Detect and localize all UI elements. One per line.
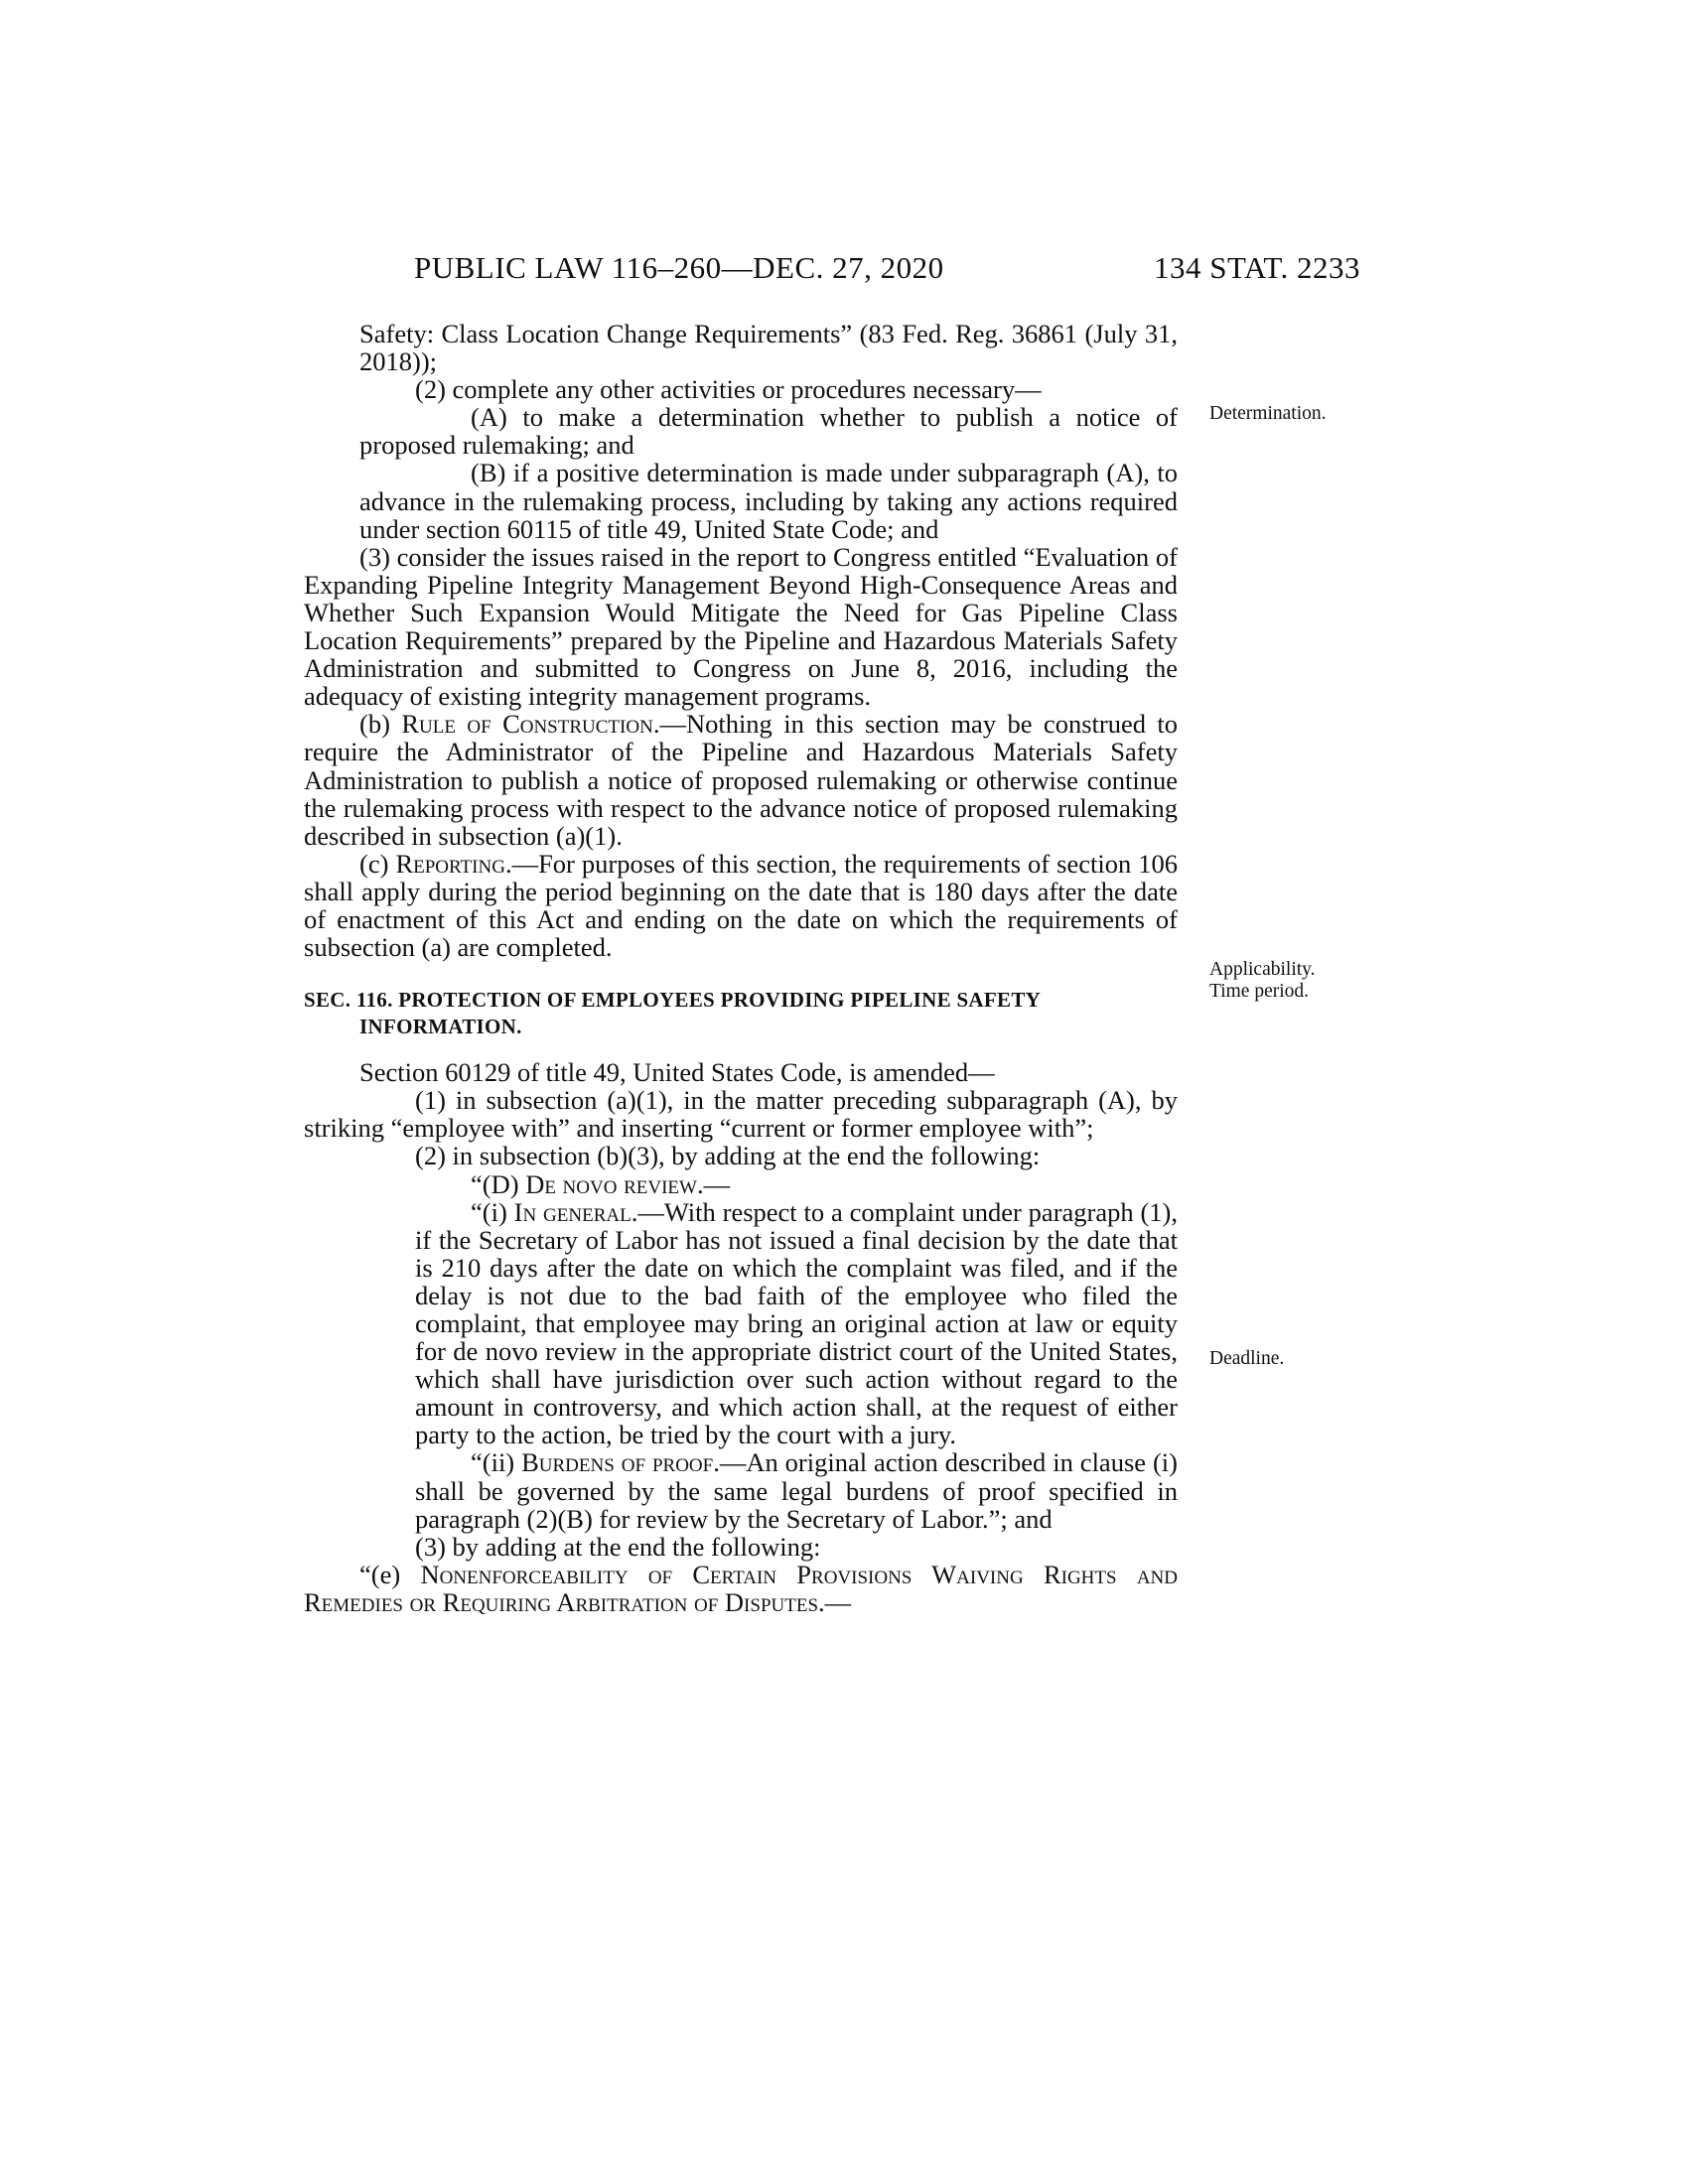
clause-heading-in-general: In general [513,1196,632,1227]
clause-heading-burdens-of-proof: Burdens of proof [521,1447,714,1478]
paragraph-continued: Safety: Class Location Change Requirements” (83 Fed. Reg. 36861 (July 31, 2018)); [359,319,1178,377]
paragraph-item-3: (3) consider the issues raised in the report to Congress entitled “Evaluation of Expanding Pipeline Integrity Management Beyond High-Consequence Areas and Whether Such Expansion Would Mitigate the Need for Gas Pipeline Class Location Requirements” prepared by the Pipeline and Hazardous Materials Safety Administration and submitted to Congress on June 8, 2016, including the adequacy of existing integrity management programs. [304,541,1178,712]
paragraph-amendment-1: (1) in subsection (a)(1), in the matter preceding subparagraph (A), by striking “employee with” and inserting “current or former employee with”; [304,1085,1178,1144]
subsection-heading-reporting: Reporting [395,848,505,879]
subsection-label-c: (c) [359,848,396,879]
paragraph-item-2: (2) complete any other activities or procedures necessary— [415,374,1042,405]
clause-label-ii: “(ii) [471,1447,522,1478]
subparagraph-heading-de-novo-review: De novo review [525,1168,697,1199]
section-heading-116: SEC. 116. PROTECTION OF EMPLOYEES PROVIDING PIPELINE SAFETY INFORMATION. [304,988,1041,1039]
margin-note-applicability: Applicability. [1209,959,1316,980]
paragraph-amendment-3: (3) by adding at the end the following: [415,1531,821,1562]
margin-note-time-period: Time period. [1209,981,1310,1002]
paragraph-reporting [304,850,1178,961]
paragraph-amendment-2: (2) in subsection (b)(3), by adding at the end the following: [415,1141,1041,1171]
subsection-label-b: (b) [359,709,402,740]
subsection-text-b: .—Nothing in this section may be construed to require the Administrator of the Pipeline and Hazardous Materials Safety Administration to publish a notice of proposed rulemaking or otherwise continue the rulemaking process with respect to the advance notice of proposed rulemaking described in subsection (a)(1). [304,709,1178,851]
paragraph-burdens-of-proof [304,1448,1178,1532]
subsection-text-c: .—For purposes of this section, the requirements of section 106 shall apply during the period beginning on the date that is 180 days after the date of enactment of this Act and ending on the date on which the requirements of subsection (a) are completed. [304,848,1179,963]
subsection-heading-nonenforceability: Nonenforceability of Certain Provisions Waiving Rights and Remedies or Requiring Arbitration of Disputes [304,1559,1178,1617]
paragraph-section-intro: Section 60129 of title 49, United States Code, is amended— [359,1057,995,1088]
clause-text-i: .—With respect to a complaint under paragraph (1), if the Secretary of Labor has not issued a final decision by the date that is 210 days after the date on which the complaint was filed, and if the delay is not due to the bad faith of the employee who filed the complaint, that employee may bring an original action at law or equity for de novo review in the appropriate district court of the United States, which shall have jurisdiction over such action without regard to the amount in controversy, and which action shall, at the request of either party to the action, be tried by the court with a jury. [415,1196,1179,1450]
document-body [304,320,1178,1616]
margin-note-deadline: Deadline. [1209,1348,1285,1369]
subsection-label-e: “(e) [359,1559,421,1589]
clause-label-i: “(i) [471,1196,514,1227]
margin-note-determination: Determination. [1209,403,1327,424]
paragraph-in-general [304,1198,1178,1449]
subsection-text-e: .— [818,1586,852,1617]
subparagraph-text-d: .— [696,1168,731,1199]
header-title: PUBLIC LAW 116–260—DEC. 27, 2020 [414,250,944,285]
header-page-reference: 134 STAT. 2233 [1154,250,1361,285]
paragraph-nonenforceability [304,1561,1178,1616]
paragraph-de-novo-review [304,1170,1178,1198]
subsection-heading-rule-of-construction: Rule of Construction [401,709,653,740]
paragraph-item-2-a: (A) to make a determination whether to publish a notice of proposed rulemaking; and [359,402,1178,461]
page-header [0,250,1688,290]
paragraph-item-2-b: (B) if a positive determination is made under subparagraph (A), to advance in the rulemaking process, including by taking any actions required under section 60115 of title 49, United State Code; and [359,458,1178,544]
paragraph-rule-of-construction [304,710,1178,849]
clause-text-ii: .—An original action described in clause (i) shall be governed by the same legal burdens of proof specified in paragraph (2)(B) for review by the Secretary of Labor.”; and [415,1447,1178,1534]
subparagraph-label-d: “(D) [471,1168,526,1199]
